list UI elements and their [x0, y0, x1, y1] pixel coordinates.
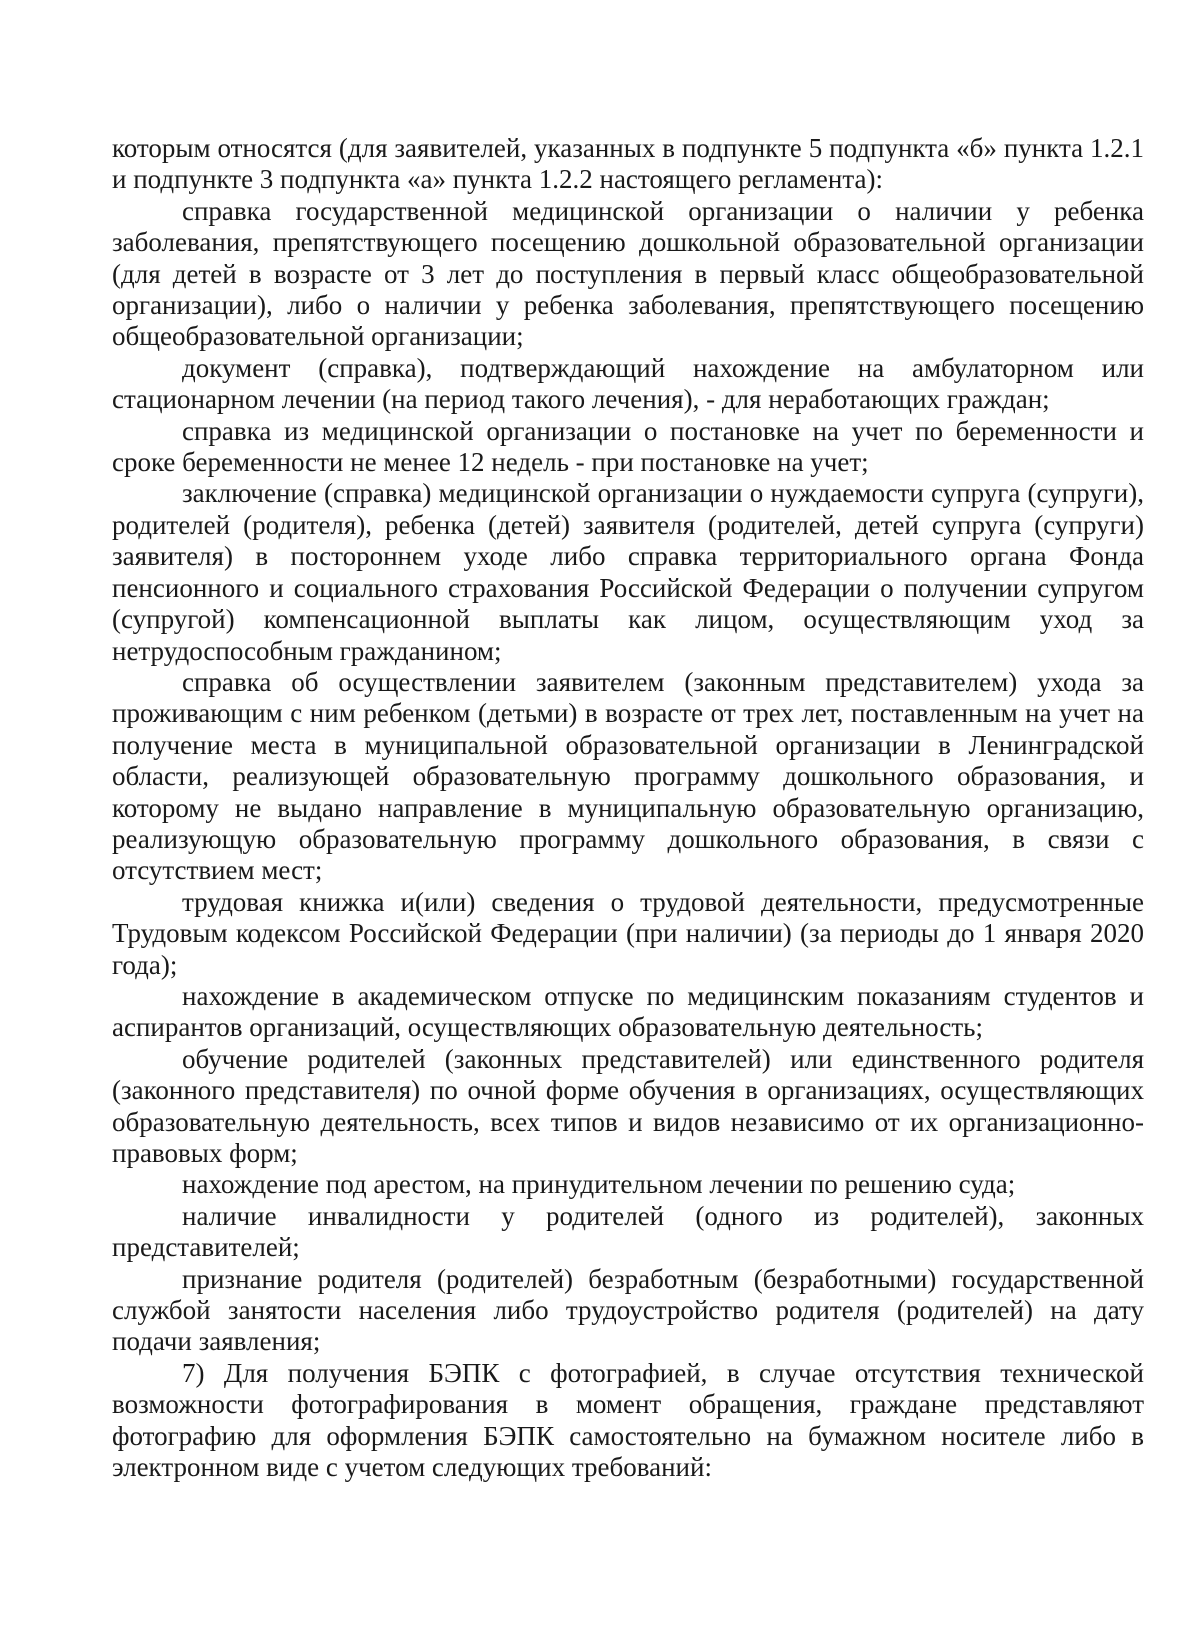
paragraph-pregnancy-certificate: справка из медицинской организации о постановке на учет по беременности и сроке беременности не менее 12 недель - при постановке на учет;: [112, 415, 1144, 478]
paragraph-treatment-document: документ (справка), подтверждающий нахождение на амбулаторном или стационарном лечении (на период такого лечения), - для неработающих граждан;: [112, 352, 1144, 415]
document-page: [112, 133, 1144, 1483]
paragraph-child-care-certificate: справка об осуществлении заявителем (законным представителем) ухода за проживающим с ним ребенком (детьми) в возрасте от трех лет, поставленным на учет на получение места в муниципальной образовательной организации в Ленинградской области, реализующей образовательную программу дошкольного образования, и которому не выдано направление в муниципальную образовательную организацию, реализующую образовательную программу дошкольного образования, в связи с отсутствием мест;: [112, 666, 1144, 886]
paragraph-arrest: нахождение под арестом, на принудительном лечении по решению суда;: [182, 1169, 1016, 1200]
paragraph-continuation: которым относятся (для заявителей, указанных в подпункте 5 подпункта «б» пункта 1.2.1 и подпункте 3 подпункта «а» пункта 1.2.2 настоящего регламента):: [112, 133, 1144, 195]
paragraph-care-conclusion: заключение (справка) медицинской организации о нуждаемости супруга (супруги), родителей (родителя), ребенка (детей) заявителя (родителей, детей супруга (супруги) заявителя) в постороннем уходе либо справка территориального органа Фонда пенсионного и социального страхования Российской Федерации о получении супругом (супругой) компенсационной выплаты как лицом, осуществляющим уход за нетрудоспособным гражданином;: [112, 478, 1144, 666]
paragraph-medical-certificate: справка государственной медицинской организации о наличии у ребенка заболевания, препятствующего посещению дошкольной образовательной организации (для детей в возрасте от 3 лет до поступления в первый класс общеобразовательной организации), либо о наличии у ребенка заболевания, препятствующего посещению общеобразовательной организации;: [112, 195, 1144, 352]
paragraph-disability: наличие инвалидности у родителей (одного из родителей), законных представителей;: [112, 1200, 1144, 1263]
paragraph-work-record: трудовая книжка и(или) сведения о трудовой деятельности, предусмотренные Трудовым кодексом Российской Федерации (при наличии) (за периоды до 1 января 2020 года);: [112, 886, 1144, 980]
paragraph-academic-leave: нахождение в академическом отпуске по медицинским показаниям студентов и аспирантов организаций, осуществляющих образовательную деятельность;: [112, 980, 1144, 1043]
paragraph-photo-requirements: 7) Для получения БЭПК с фотографией, в случае отсутствия технической возможности фотографирования в момент обращения, граждане представляют фотографию для оформления БЭПК самостоятельно на бумажном носителе либо в электронном виде с учетом следующих требований:: [112, 1357, 1144, 1483]
paragraph-parent-education: обучение родителей (законных представителей) или единственного родителя (законного представителя) по очной форме обучения в организациях, осуществляющих образовательную деятельность, всех типов и видов независимо от их организационно-правовых форм;: [112, 1043, 1144, 1168]
paragraph-unemployment: признание родителя (родителей) безработным (безработными) государственной службой занятости населения либо трудоустройство родителя (родителей) на дату подачи заявления;: [112, 1263, 1144, 1357]
